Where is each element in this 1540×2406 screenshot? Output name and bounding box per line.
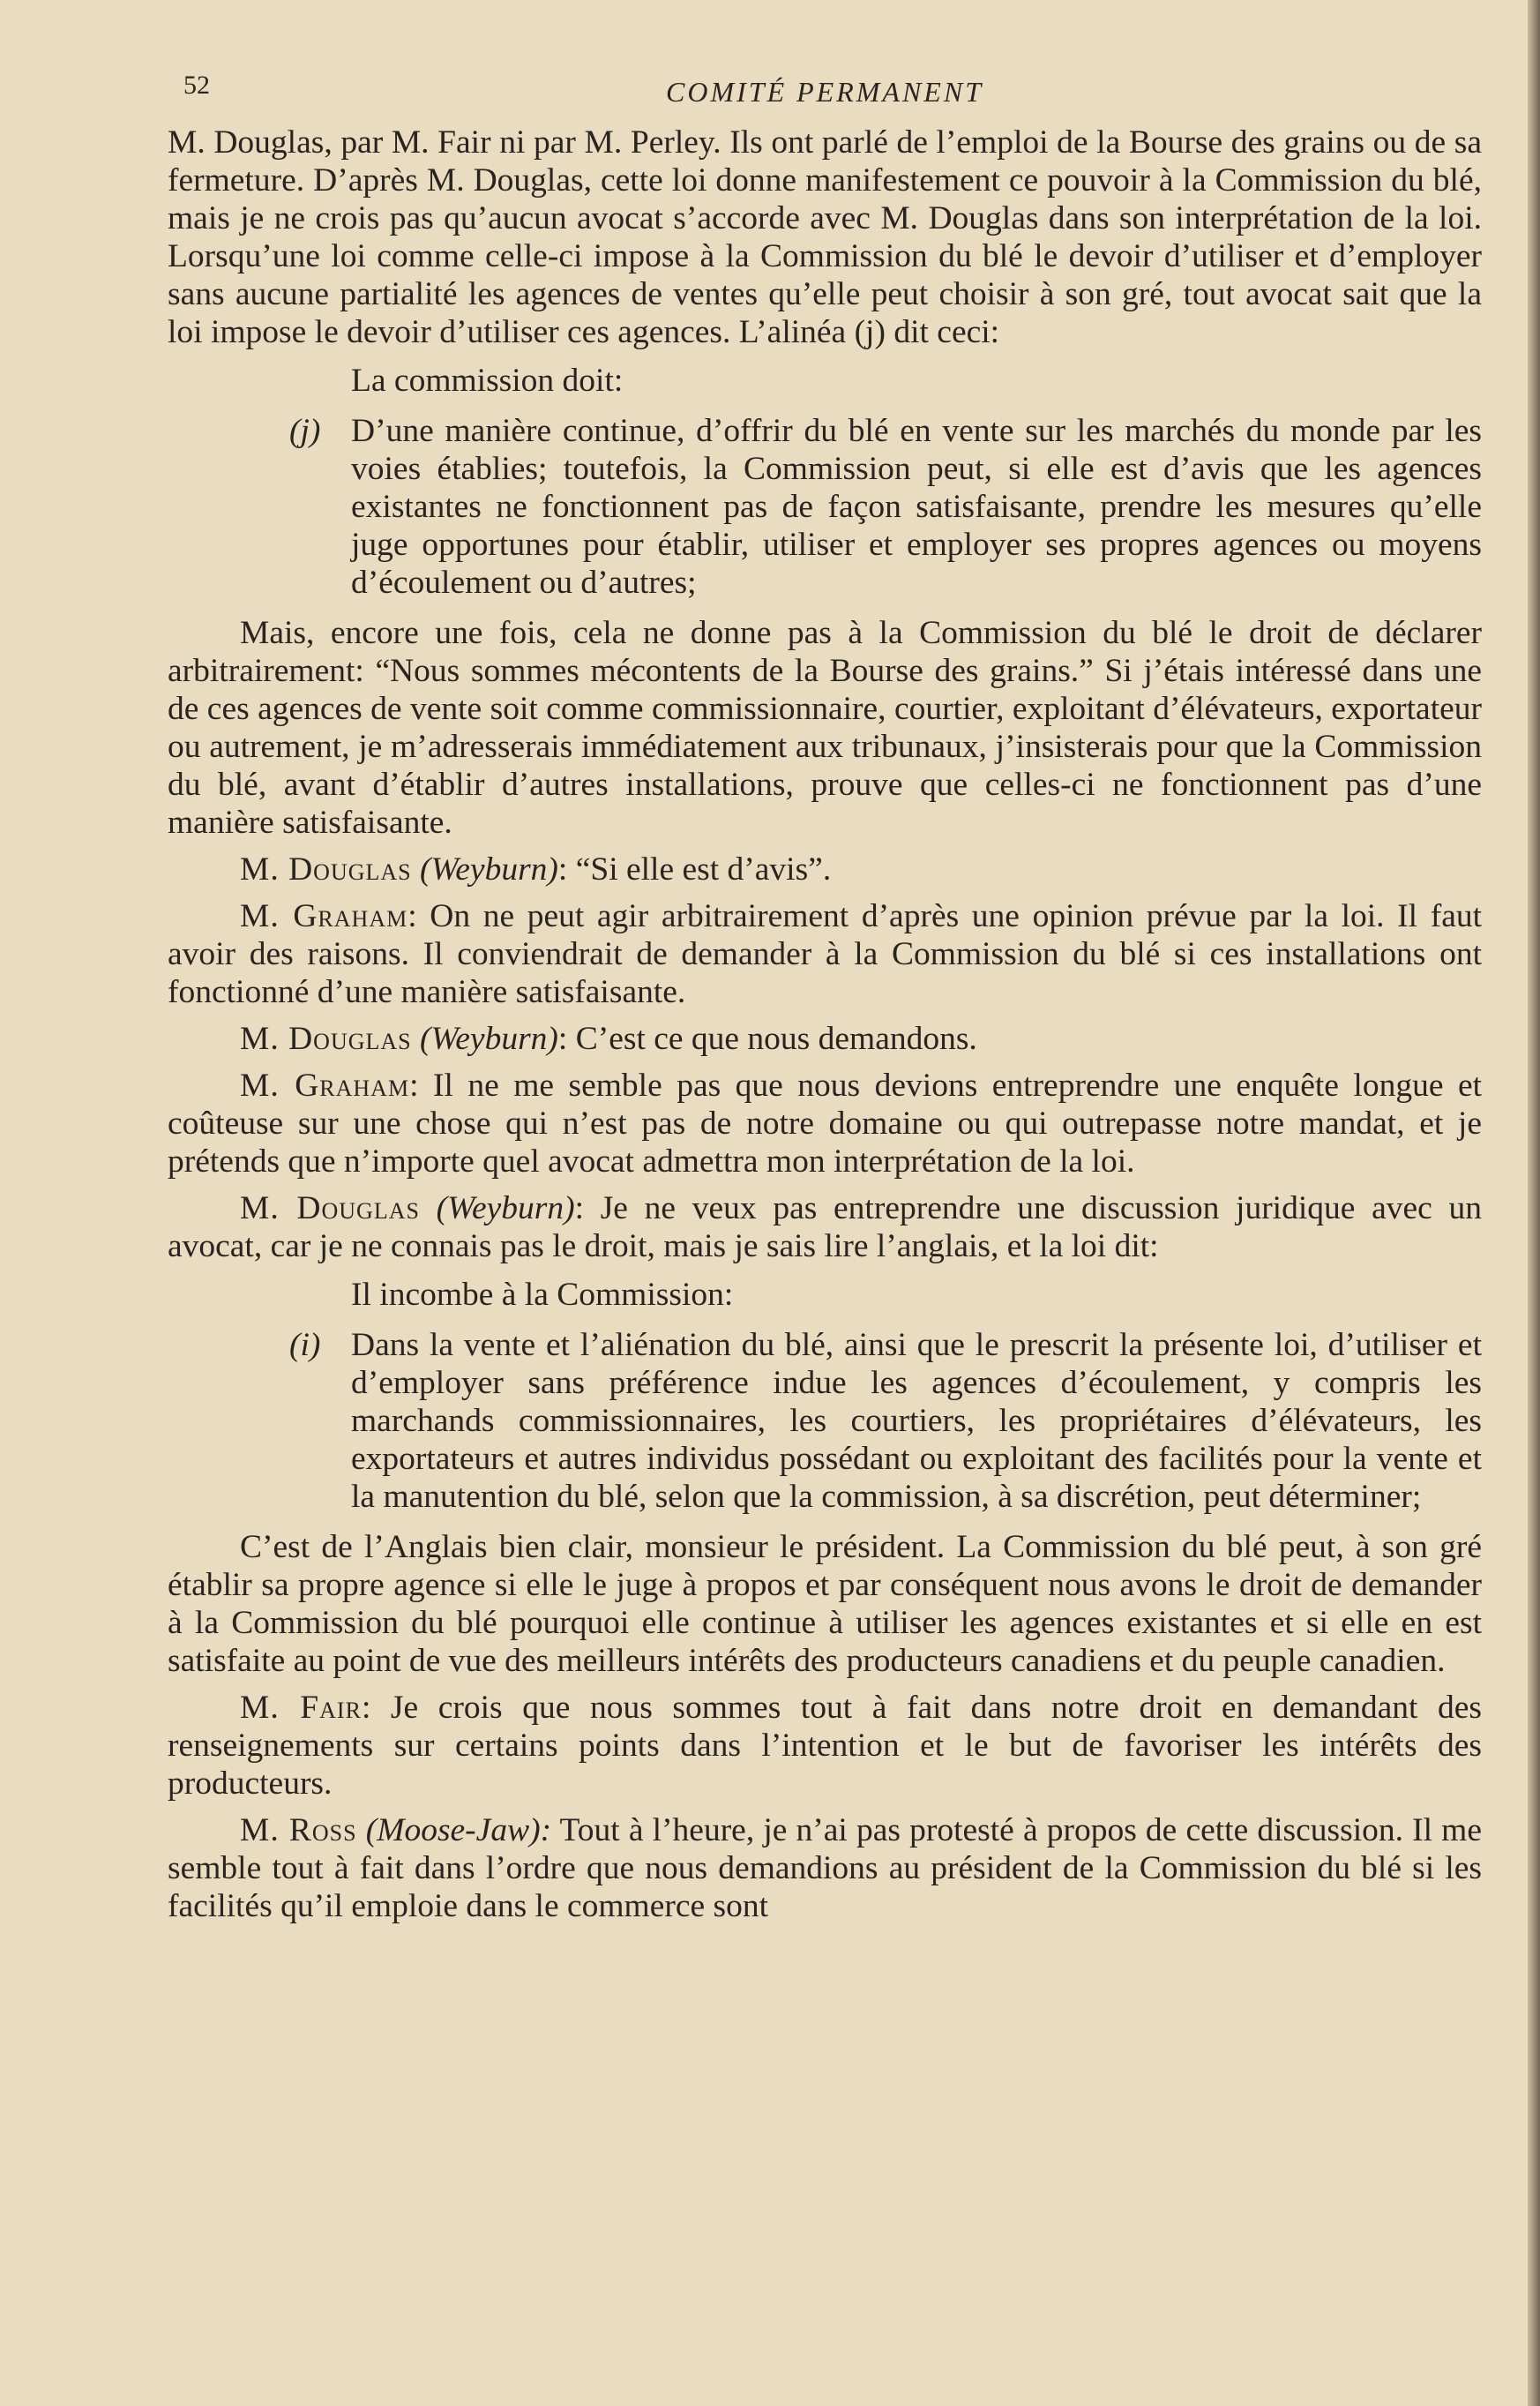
- quote-2-text: Dans la vente et l’aliénation du blé, ainsi que le prescrit la présente loi, d’utiliser et d’employer sans préférence indue les agences d’écoulement, y compris les marchands commissionnaires, les courtiers, les propriétaires d’élévateurs, les exportateurs et autres individus possédant ou exploitant des facilités pour la vente et la manutention du blé, selon que la commission, à sa discrétion, peut déterminer;: [351, 1327, 1482, 1515]
- paragraph-10: [168, 1811, 1482, 1925]
- page-header: [168, 62, 1482, 124]
- page: [168, 62, 1482, 1934]
- speech-text: : C’est ce que nous demandons.: [557, 1021, 977, 1057]
- speaker-name: M. Douglas: [240, 851, 412, 888]
- speech-text: : Je ne veux pas entreprendre une discussion juridique avec un avocat, car je ne connais pas le droit, mais je sais lire l’anglais, et la loi dit:: [168, 1190, 1483, 1264]
- page-edge: [1528, 0, 1540, 2406]
- speaker-name: M. Ross: [240, 1812, 357, 1848]
- speech-text: Tout à l’heure, je n’ai pas protesté à propos de cette discussion. Il me semble tout à fait dans l’ordre que nous demandions au président de la Commission du blé si les facilités qu’il emploie dans le commerce sont: [168, 1812, 1482, 1924]
- speaker-riding: (Weyburn): [420, 1021, 558, 1057]
- paragraph-1: M. Douglas, par M. Fair ni par M. Perley. Ils ont parlé de l’emploi de la Bourse des grains ou de sa fermeture. D’après M. Douglas, cette loi donne manifestement ce pouvoir à la Commission du blé, mais je ne crois pas qu’aucun avocat s’accorde avec M. Douglas dans son interprétation de la loi. Lorsqu’une loi comme celle-ci impose à la Commission du blé le devoir d’utiliser et d’employer sans aucune partialité les agences de ventes qu’elle peut choisir à son gré, tout avocat sait que la loi impose le devoir d’utiliser ces agences. L’alinéa (j) dit ceci:: [168, 124, 1482, 350]
- speaker-riding: (Moose-Jaw):: [365, 1812, 552, 1848]
- paragraph-3: [168, 851, 1482, 888]
- paragraph-7: [168, 1189, 1482, 1265]
- paragraph-2: Mais, encore une fois, cela ne donne pas à la Commission du blé le droit de déclarer arbitrairement: “Nous sommes mécontents de la Bourse des grains.” Si j’étais intéressé dans une de ces agences de vente soit comme commissionnaire, courtier, exploitant d’élévateurs, exportateur ou autrement, je m’adresserais immédiatement aux tribunaux, j’insisterais pour que la Commission du blé, avant d’établir d’autres installations, prouve que celles-ci ne fonctionnent pas d’une manière satisfaisante.: [168, 615, 1482, 841]
- quote-2-intro: Il incombe à la Commission:: [351, 1277, 734, 1313]
- speaker-name: M. Graham: [240, 1068, 410, 1104]
- speaker-riding: (Weyburn): [420, 851, 558, 888]
- paragraph-5: [168, 1020, 1482, 1058]
- speaker-name: M. Douglas: [240, 1190, 420, 1226]
- quote-2-item: [289, 1326, 1482, 1516]
- quote-1-item: [289, 412, 1482, 602]
- paragraph-9: [168, 1689, 1482, 1803]
- running-head: COMITÉ PERMANENT: [666, 76, 983, 108]
- quote-1-text: D’une manière continue, d’offrir du blé en vente sur les marchés du monde par les voies établies; toutefois, la Commission peut, si elle est d’avis que les agences existantes ne fonctionnent pas de façon satisfaisante, prendre les mesures qu’elle juge opportunes pour établir, utiliser et employer ses propres agences ou moyens d’écoulement ou d’autres;: [351, 413, 1482, 601]
- speech-text: : Il ne me semble pas que nous devions entreprendre une enquête longue et coûteuse sur une chose qui n’est pas de notre domaine ou qui outrepasse notre mandat, et je prétends que n’importe quel avocat admettra mon interprétation de la loi.: [168, 1068, 1483, 1180]
- speaker-name: M. Fair: [240, 1690, 362, 1726]
- speaker-riding: (Weyburn): [436, 1190, 575, 1226]
- paragraph-6: [168, 1067, 1482, 1181]
- quote-1-label: (j): [289, 413, 321, 449]
- speech-text: : Je crois que nous sommes tout à fait dans notre droit en demandant des renseignements sur certains points dans l’intention et le but de favoriser les intérêts des producteurs.: [168, 1690, 1482, 1802]
- speaker-name: M. Graham: [240, 898, 408, 934]
- quote-2-label: (i): [289, 1327, 321, 1363]
- speech-text: : “Si elle est d’avis”.: [557, 851, 832, 888]
- speech-text: : On ne peut agir arbitrairement d’après une opinion prévue par la loi. Il faut avoir des raisons. Il conviendrait de demander à la Commission du blé si ces installations ont fonctionné d’une manière satisfaisante.: [168, 898, 1483, 1010]
- page-number: 52: [183, 71, 210, 100]
- paragraph-4: [168, 897, 1482, 1011]
- paragraph-8: C’est de l’Anglais bien clair, monsieur le président. La Commission du blé peut, à son gré établir sa propre agence si elle le juge à propos et par conséquent nous avons le droit de demander à la Commission du blé pourquoi elle continue à utiliser les agences existantes et si elle en est satisfaite au point de vue des meilleurs intérêts des producteurs canadiens et du peuple canadien.: [168, 1529, 1482, 1679]
- speaker-name: M. Douglas: [240, 1021, 412, 1057]
- page-body: [168, 124, 1482, 1925]
- quote-1-intro: La commission doit:: [351, 363, 624, 399]
